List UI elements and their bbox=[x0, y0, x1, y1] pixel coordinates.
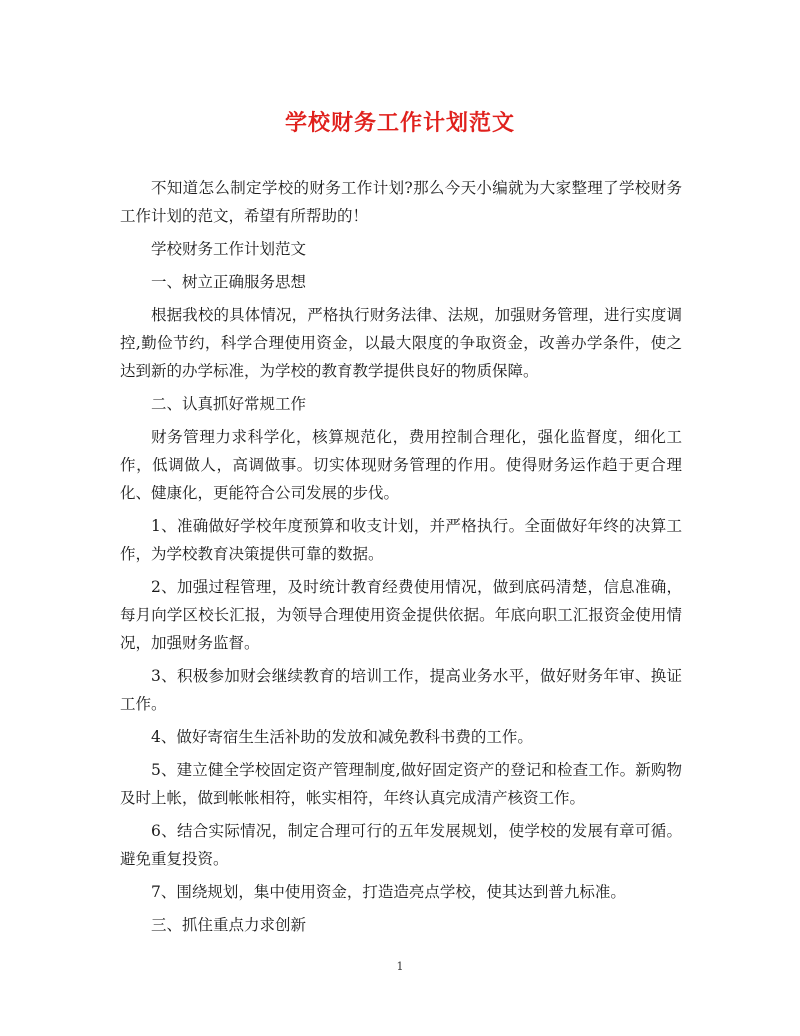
list-item-7: 7、围绕规划，集中使用资金，打造造亮点学校，使其达到普九标准。 bbox=[151, 883, 626, 901]
section-heading-1: 一、树立正确服务思想 bbox=[151, 273, 307, 291]
page-title: 学校财务工作计划范文 bbox=[284, 110, 515, 136]
list-item-1: 1、准确做好学校年度预算和收支计划，并严格执行。全面做好年终的决算工作，为学校教育决策提供可靠的数据。 bbox=[120, 517, 682, 563]
list-item-2: 2、加强过程管理，及时统计教育经费使用情况，做到底码清楚，信息准确，每月向学区校长汇报，为领导合理使用资金提供依据。年底向职工汇报资金使用情况，加强财务监督。 bbox=[120, 578, 682, 652]
section-heading-2: 二、认真抓好常规工作 bbox=[151, 395, 307, 413]
list-item-4: 4、做好寄宿生生活补助的发放和减免教科书费的工作。 bbox=[151, 728, 533, 746]
subtitle-paragraph: 学校财务工作计划范文 bbox=[151, 240, 307, 258]
page-number: 1 bbox=[396, 960, 404, 973]
list-item-5: 5、建立健全学校固定资产管理制度,做好固定资产的登记和检查工作。新购物及时上帐，做到帐帐相符，帐实相符，年终认真完成清产核资工作。 bbox=[120, 761, 682, 807]
section-heading-3: 三、抓住重点力求创新 bbox=[151, 916, 307, 934]
section-1-paragraph: 根据我校的具体情况，严格执行财务法律、法规，加强财务管理，进行实度调控,勤俭节约，科学合理使用资金，以最大限度的争取资金，改善办学条件，使之达到新的办学标准，为学校的教育教学提供良好的物质保障。 bbox=[120, 306, 682, 380]
list-item-3: 3、积极参加财会继续教育的培训工作，提高业务水平，做好财务年审、换证工作。 bbox=[120, 667, 682, 713]
list-item-6: 6、结合实际情况，制定合理可行的五年发展规划，使学校的发展有章可循。避免重复投资。 bbox=[120, 822, 682, 868]
section-2-paragraph: 财务管理力求科学化，核算规范化，费用控制合理化，强化监督度，细化工作，低调做人，高调做事。切实体现财务管理的作用。使得财务运作趋于更合理化、健康化，更能符合公司发展的步伐。 bbox=[120, 428, 682, 502]
document-body bbox=[120, 174, 682, 944]
intro-paragraph: 不知道怎么制定学校的财务工作计划?那么今天小编就为大家整理了学校财务工作计划的范文，希望有所帮助的！ bbox=[120, 179, 682, 225]
